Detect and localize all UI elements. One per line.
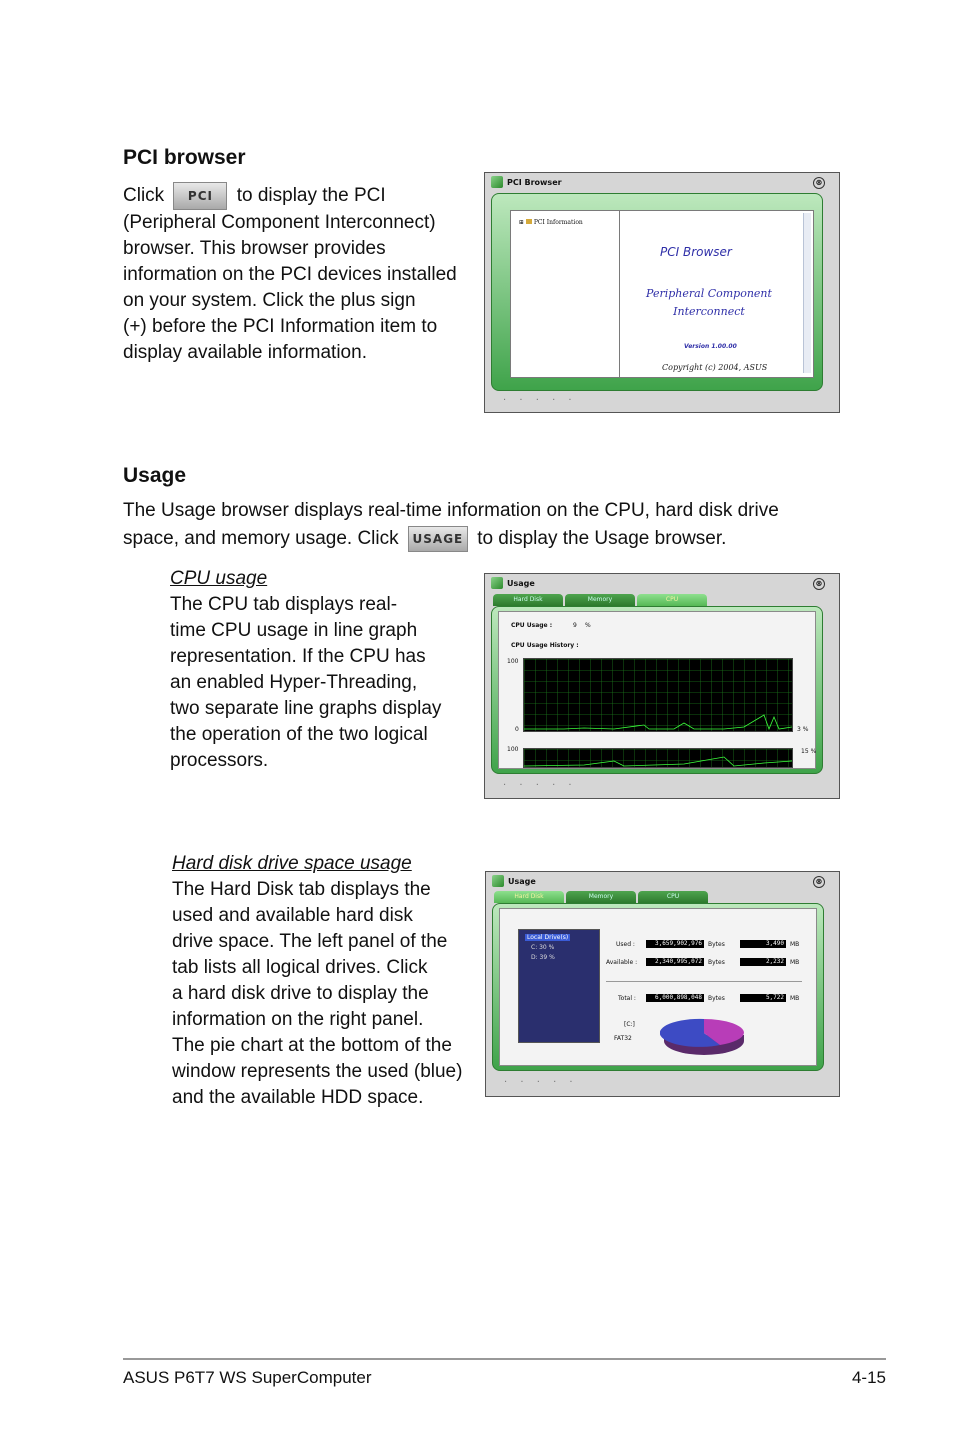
cpu-para-line: two separate line graphs display (170, 698, 442, 719)
pci-information-label: PCI Information (533, 219, 583, 226)
close-icon[interactable]: ⊗ (813, 578, 825, 590)
available-mb: 2,232 (740, 958, 786, 966)
hdd-para-line: drive space. The left panel of the (172, 931, 448, 952)
graph1-current (797, 726, 808, 733)
cpu-para-line: time CPU usage in line graph (170, 620, 418, 641)
splash-title: PCI Browser (660, 245, 732, 259)
usage-cpu-window (484, 573, 840, 799)
asus-logo-icon (491, 577, 503, 589)
footer-rule (123, 1358, 886, 1360)
hdd-para-line: a hard disk drive to display the (172, 983, 429, 1004)
pci-browser-window (484, 172, 840, 413)
pci-button[interactable]: PCI (173, 182, 227, 210)
cpu-para-line: processors. (170, 750, 269, 771)
cpu-usage-value: 9 (573, 622, 577, 629)
splash-version: Version 1.00.00 (684, 343, 737, 350)
usage-cpu-frame (491, 606, 823, 774)
pci-click-text: Click (123, 185, 165, 207)
usage-tabs (494, 891, 714, 903)
cpu-history-label: CPU Usage History : (511, 642, 579, 649)
cpu-usage-description (170, 566, 460, 774)
pci-window-title: PCI Browser (507, 178, 562, 187)
used-mb-unit: MB (790, 941, 800, 948)
cpu-graph-1-svg (524, 659, 792, 731)
total-mb-unit: MB (790, 995, 800, 1002)
cpu-panel (498, 611, 816, 769)
pci-para-line: information on the PCI devices installed (123, 264, 457, 285)
hdd-para-line: The pie chart at the bottom of the (172, 1035, 452, 1056)
pci-browser-heading: PCI browser (123, 146, 246, 169)
graph1-ymax: 100 (507, 658, 519, 665)
usage-heading: Usage (123, 464, 187, 487)
total-bytes-unit: Bytes (708, 995, 725, 1002)
graph2-ymax: 100 (507, 746, 519, 753)
pci-para-line: browser. This browser provides (123, 238, 386, 259)
splash-copyright: Copyright (c) 2004, ASUS (662, 363, 768, 372)
pci-para-line: (Peripheral Component Interconnect) (123, 212, 436, 233)
divider (606, 981, 802, 982)
graph1-current-unit: % (802, 726, 809, 733)
total-bytes: 6,000,898,048 (646, 994, 704, 1002)
hdd-para-line: window represents the used (blue) (172, 1061, 463, 1082)
total-label: Total : (618, 995, 636, 1002)
usage-tabs (493, 594, 713, 606)
cpu-para-line: The CPU tab displays real- (170, 594, 398, 615)
tab-hard-disk[interactable]: Hard Disk (494, 891, 564, 903)
drive-tree-root[interactable]: Local Drive(s) (527, 934, 569, 941)
available-bytes: 2,340,995,072 (646, 958, 704, 966)
pci-window-titlebar (485, 173, 839, 191)
hdd-pie-chart (660, 1013, 750, 1057)
pci-para-line: (+) before the PCI Information item to (123, 316, 438, 337)
pci-scrollbar[interactable] (803, 213, 811, 373)
decorative-dots: · · · · · (503, 395, 577, 406)
pci-browser-description (123, 182, 473, 366)
cpu-usage-subheading: CPU usage (170, 568, 268, 589)
hdd-para-line: used and available hard disk (172, 905, 413, 926)
usage-intro-line: to display the Usage browser. (477, 528, 727, 549)
graph2-current-unit: % (810, 748, 817, 755)
cpu-graph-2 (523, 748, 793, 768)
cpu-para-line: the operation of the two logical (170, 724, 428, 745)
cpu-graph-2-svg (524, 749, 792, 767)
total-mb: 5,722 (740, 994, 786, 1002)
cpu-graph-1 (523, 658, 793, 732)
footer-page-number: 4-15 (851, 1368, 886, 1387)
footer-product: ASUS P6T7 WS SuperComputer (123, 1368, 372, 1387)
close-icon[interactable]: ⊗ (813, 876, 825, 888)
usage-button[interactable]: USAGE (408, 526, 468, 552)
usage-hdd-window (485, 871, 840, 1097)
drive-item-c[interactable]: C: 30 % (531, 944, 555, 951)
filesystem-label: FAT32 (614, 1035, 632, 1042)
available-bytes-unit: Bytes (708, 959, 725, 966)
pci-para-line: display available information. (123, 342, 367, 363)
graph2-current (801, 748, 816, 755)
hdd-para-line: tab lists all logical drives. Click (172, 957, 428, 978)
graph2-current-value: 15 (801, 748, 809, 755)
tab-memory[interactable]: Memory (565, 594, 635, 606)
splash-subtitle-line: Interconnect (673, 305, 745, 318)
plus-expander-icon[interactable]: ⊞ (519, 219, 525, 226)
used-bytes: 3,659,902,976 (646, 940, 704, 948)
asus-logo-icon (491, 176, 503, 188)
used-mb: 3,490 (740, 940, 786, 948)
tab-cpu[interactable]: CPU (638, 891, 708, 903)
hdd-usage-subheading: Hard disk drive space usage (172, 853, 412, 874)
drive-item-d[interactable]: D: 39 % (531, 954, 555, 961)
usage-intro (123, 497, 823, 553)
pci-tree-item[interactable] (519, 219, 583, 226)
pci-para-line: on your system. Click the plus sign (123, 290, 416, 311)
used-bytes-unit: Bytes (708, 941, 725, 948)
available-mb-unit: MB (790, 959, 800, 966)
hdd-para-line: The Hard Disk tab displays the (172, 879, 431, 900)
graph1-current-value: 3 (797, 726, 801, 733)
usage-window-titlebar (486, 872, 839, 890)
usage-window-title: Usage (508, 877, 536, 886)
used-label: Used : (616, 941, 635, 948)
usage-window-title: Usage (507, 579, 535, 588)
asus-logo-icon (492, 875, 504, 887)
available-label: Available : (606, 959, 638, 966)
usage-hdd-frame (492, 903, 824, 1071)
pci-window-frame (491, 193, 823, 391)
folder-icon (526, 219, 532, 224)
decorative-dots: · · · · · (503, 780, 577, 791)
hdd-panel (499, 908, 817, 1066)
cpu-para-line: an enabled Hyper-Threading, (170, 672, 418, 693)
close-icon[interactable]: ⊗ (813, 177, 825, 189)
drive-label: [C:] (624, 1021, 635, 1028)
hdd-usage-description (172, 851, 472, 1111)
graph1-ymin: 0 (515, 726, 519, 733)
decorative-dots: · · · · · (504, 1077, 578, 1088)
cpu-usage-label: CPU Usage : (511, 622, 553, 629)
usage-window-titlebar (485, 574, 839, 592)
splash-subtitle-line: Peripheral Component (646, 287, 772, 300)
pci-tree-panel (510, 210, 620, 378)
tab-hard-disk[interactable]: Hard Disk (493, 594, 563, 606)
tab-memory[interactable]: Memory (566, 891, 636, 903)
usage-intro-line: space, and memory usage. Click (123, 528, 399, 549)
hdd-para-line: information on the right panel. (172, 1009, 424, 1030)
tab-cpu[interactable]: CPU (637, 594, 707, 606)
cpu-usage-unit: % (585, 622, 591, 629)
cpu-para-line: representation. If the CPU has (170, 646, 426, 667)
pci-para-line: to display the PCI (236, 185, 386, 207)
pci-splash-panel (619, 210, 814, 378)
hdd-para-line: and the available HDD space. (172, 1087, 424, 1108)
drive-list-panel (518, 929, 600, 1043)
usage-intro-line: The Usage browser displays real-time information on the CPU, hard disk drive (123, 500, 779, 521)
splash-subtitle (634, 285, 784, 321)
